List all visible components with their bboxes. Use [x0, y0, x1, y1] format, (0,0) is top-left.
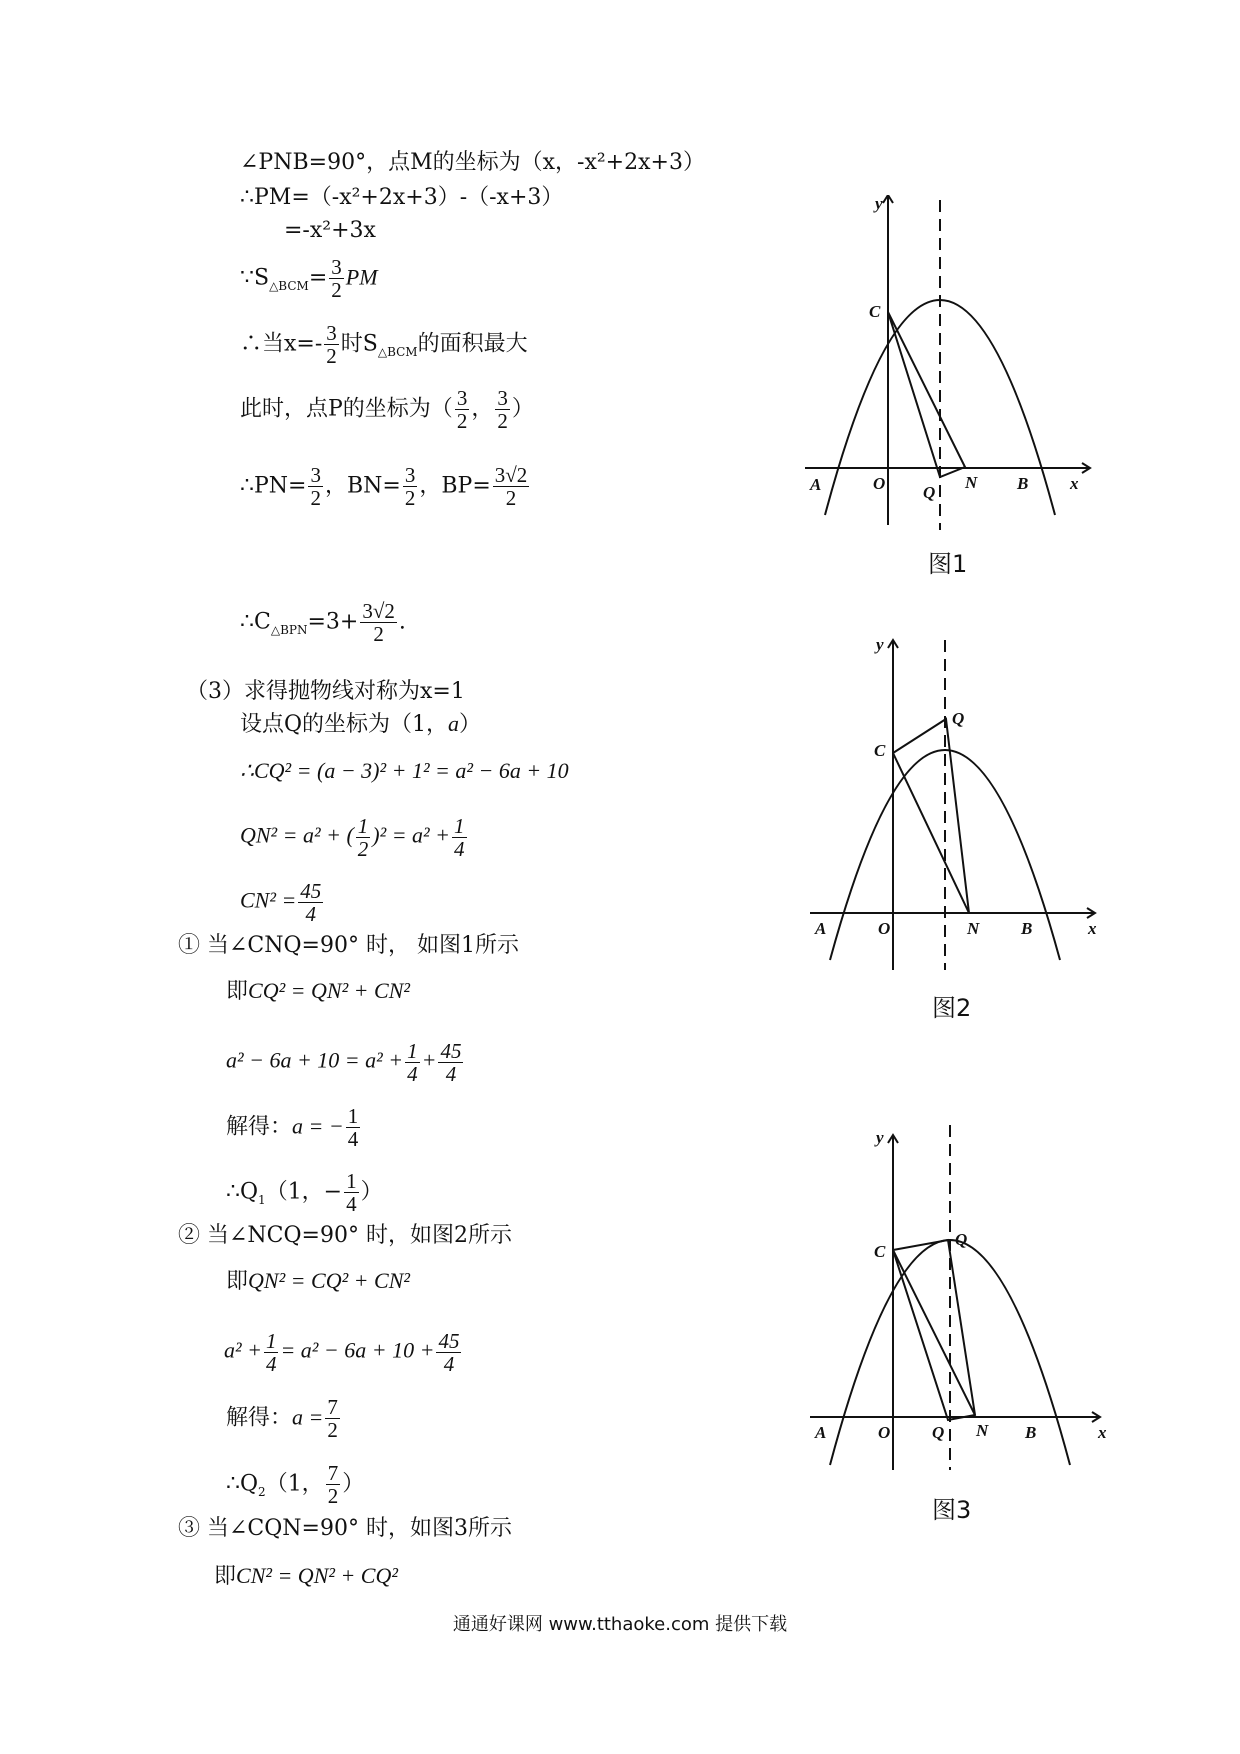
label-n: N [967, 919, 980, 938]
figure-1 [805, 195, 1105, 535]
label-a: A [815, 919, 827, 938]
case2-left: a² + [224, 1337, 262, 1363]
case2-solution [226, 1396, 342, 1441]
eq-cq-squared: ∴CQ² = (a − 3)² + 1² = a² − 6a + 10 [240, 758, 569, 783]
ji-text: 即 [226, 1269, 249, 1294]
ji-text: 即 [226, 979, 249, 1004]
line-part3-axis: （3）求得抛物线对称为x=1 [186, 679, 465, 704]
fraction-3-2: $\frac{3}{2}$ [404, 463, 416, 511]
period: . [398, 609, 406, 635]
solve-text: 解得： [226, 1114, 293, 1140]
a-eq: a = [292, 1404, 324, 1430]
sub-bcm: △BCM [269, 278, 309, 293]
figure-2-caption: 图2 [932, 994, 972, 1022]
case1-left: a² − 6a + 10 = a² + [226, 1047, 404, 1073]
case2-equation: QN² = CQ² + CN² [248, 1268, 410, 1293]
fraction-1-2: $\frac{1}{2}$ [357, 814, 369, 862]
label-a: A [815, 1423, 827, 1442]
case2-expanded [224, 1330, 463, 1375]
fraction-3root2-2: $\frac{3√2}{2}$ [494, 463, 528, 511]
label-b: B [1021, 919, 1033, 938]
quadrilateral-cqnq [893, 1240, 975, 1420]
point-p-text: 此时，点P的坐标为（ [240, 396, 453, 422]
label-n: N [976, 1421, 989, 1440]
figure-3 [810, 1125, 1110, 1475]
line-pm-simplified: =-x²+3x [284, 218, 376, 243]
label-x: x [1098, 1423, 1107, 1442]
solve-text: 解得： [226, 1405, 293, 1431]
figure-1-caption: 图1 [928, 550, 968, 578]
bn-text: ，BN= [324, 473, 401, 499]
fraction-45-4: $\frac{45}{4}$ [300, 879, 322, 927]
label-a: A [810, 475, 822, 494]
fraction-3-2: $\frac{3}{2}$ [310, 463, 321, 511]
then-s: 时S [340, 331, 378, 357]
label-c: C [869, 302, 881, 321]
max-area-text: 的面积最大 [417, 331, 528, 357]
eq-qn-squared [240, 815, 469, 860]
case1-point-q1 [226, 1170, 383, 1215]
qn-left: QN² = a² + ( [240, 822, 354, 848]
fraction-1-4: $\frac{1}{4}$ [454, 814, 465, 862]
therefore-c: ∴C [240, 609, 271, 635]
label-x: x [1070, 474, 1079, 493]
case1-equation: CQ² = QN² + CN² [248, 978, 410, 1003]
var-pm: PM [345, 264, 378, 290]
footer-credit: 通通好课网 www.tthaoke.com 提供下载 [452, 1614, 788, 1635]
figure-3-caption: 图3 [932, 1496, 972, 1524]
line-point-p [240, 387, 534, 432]
eq-3-plus: =3+ [307, 609, 359, 635]
figure-2 [810, 635, 1110, 975]
label-c: C [874, 741, 886, 760]
pn-text: ∴PN= [240, 473, 307, 499]
line-max-area [240, 322, 528, 367]
case2-condition [226, 1270, 410, 1293]
case3-condition [214, 1565, 398, 1588]
ji-text: 即 [214, 1564, 237, 1589]
label-b: B [1025, 1423, 1037, 1442]
fraction-7-2: $\frac{7}{2}$ [327, 1395, 338, 1443]
case2-right: = a² − 6a + 10 + [280, 1337, 435, 1363]
label-y: y [875, 195, 883, 213]
label-n: N [965, 473, 978, 492]
label-x: x [1088, 919, 1097, 938]
case1-condition [226, 980, 410, 1003]
label-q: Q [923, 483, 936, 502]
fraction-3root2-2: $\frac{3√2}{2}$ [362, 599, 395, 647]
close-paren: ） [459, 712, 482, 737]
sub-bcm: △BCM [377, 344, 418, 359]
fraction-7-2: $\frac{7}{2}$ [327, 1461, 339, 1509]
triangle-cqn [888, 312, 965, 477]
comma: ， [471, 396, 494, 422]
fraction-45-4: $\frac{45}{4}$ [438, 1329, 460, 1377]
case1-heading: ① 当∠CNQ=90° 时， 如图1所示 [178, 933, 519, 958]
close-paren: ） [360, 1179, 383, 1205]
label-o: O [878, 1423, 891, 1442]
line-perimeter-bpn [240, 600, 406, 645]
close-paren: ） [511, 396, 534, 422]
therefore-q: ∴Q [226, 1179, 259, 1205]
label-y: y [876, 635, 884, 654]
because-s: ∵S [240, 265, 270, 291]
label-q-bottom: Q [932, 1423, 945, 1442]
eq-sign: = [308, 265, 328, 291]
var-a: a [448, 711, 460, 736]
line-pn-bn-bp [240, 464, 531, 509]
fraction-1-4: $\frac{1}{4}$ [407, 1039, 418, 1087]
case3-equation: CN² = QN² + CQ² [236, 1563, 398, 1588]
case2-point-q2 [226, 1462, 364, 1507]
fraction-1-4: $\frac{1}{4}$ [265, 1329, 277, 1377]
cn-left: CN² = [240, 887, 297, 913]
label-q: Q [955, 1230, 968, 1249]
fraction-45-4: $\frac{45}{4}$ [440, 1039, 462, 1087]
fraction-3-2: $\frac{3}{2}$ [456, 386, 468, 434]
qn-right: )² = a² + [372, 822, 450, 848]
label-y: y [876, 1128, 884, 1147]
q2-mid: （1， [265, 1471, 324, 1497]
label-c: C [874, 1242, 886, 1261]
label-b: B [1017, 474, 1029, 493]
sub-2: 2 [258, 1484, 266, 1499]
q1-mid: （1，− [265, 1179, 343, 1205]
label-o: O [878, 919, 891, 938]
fraction-3-2: $\frac{3}{2}$ [331, 255, 342, 303]
case1-expanded [226, 1040, 465, 1085]
label-q: Q [952, 709, 965, 728]
when-x: ∴当x=- [240, 331, 323, 357]
case3-heading: ③ 当∠CQN=90° 时，如图3所示 [178, 1516, 512, 1541]
fraction-1-4: $\frac{1}{4}$ [347, 1104, 359, 1152]
case2-heading: ② 当∠NCQ=90° 时，如图2所示 [178, 1223, 512, 1248]
a-eq-neg: a = − [292, 1113, 344, 1139]
line-pnb-right-angle: ∠PNB=90°，点M的坐标为（x，-x²+2x+3） [240, 150, 705, 175]
line-set-q [240, 713, 481, 736]
set-q-text: 设点Q的坐标为（1， [240, 712, 449, 737]
sub-bpn: △BPN [270, 622, 308, 637]
fraction-1-4: $\frac{1}{4}$ [346, 1169, 357, 1217]
case1-solution [226, 1105, 362, 1150]
fraction-3-2: $\frac{3}{2}$ [326, 321, 337, 369]
bp-text: ，BP= [419, 473, 491, 499]
fraction-3-2: $\frac{3}{2}$ [497, 386, 508, 434]
line-pm-expression: ∴PM=（-x²+2x+3）-（-x+3） [240, 185, 564, 210]
plus: + [421, 1047, 437, 1073]
triangle-cqn [893, 719, 969, 913]
therefore-q: ∴Q [226, 1471, 259, 1497]
close-paren: ） [342, 1471, 365, 1497]
line-area-bcm [240, 256, 378, 301]
eq-cn-squared [240, 880, 325, 925]
sub-1: 1 [258, 1192, 266, 1207]
label-o: O [873, 474, 886, 493]
